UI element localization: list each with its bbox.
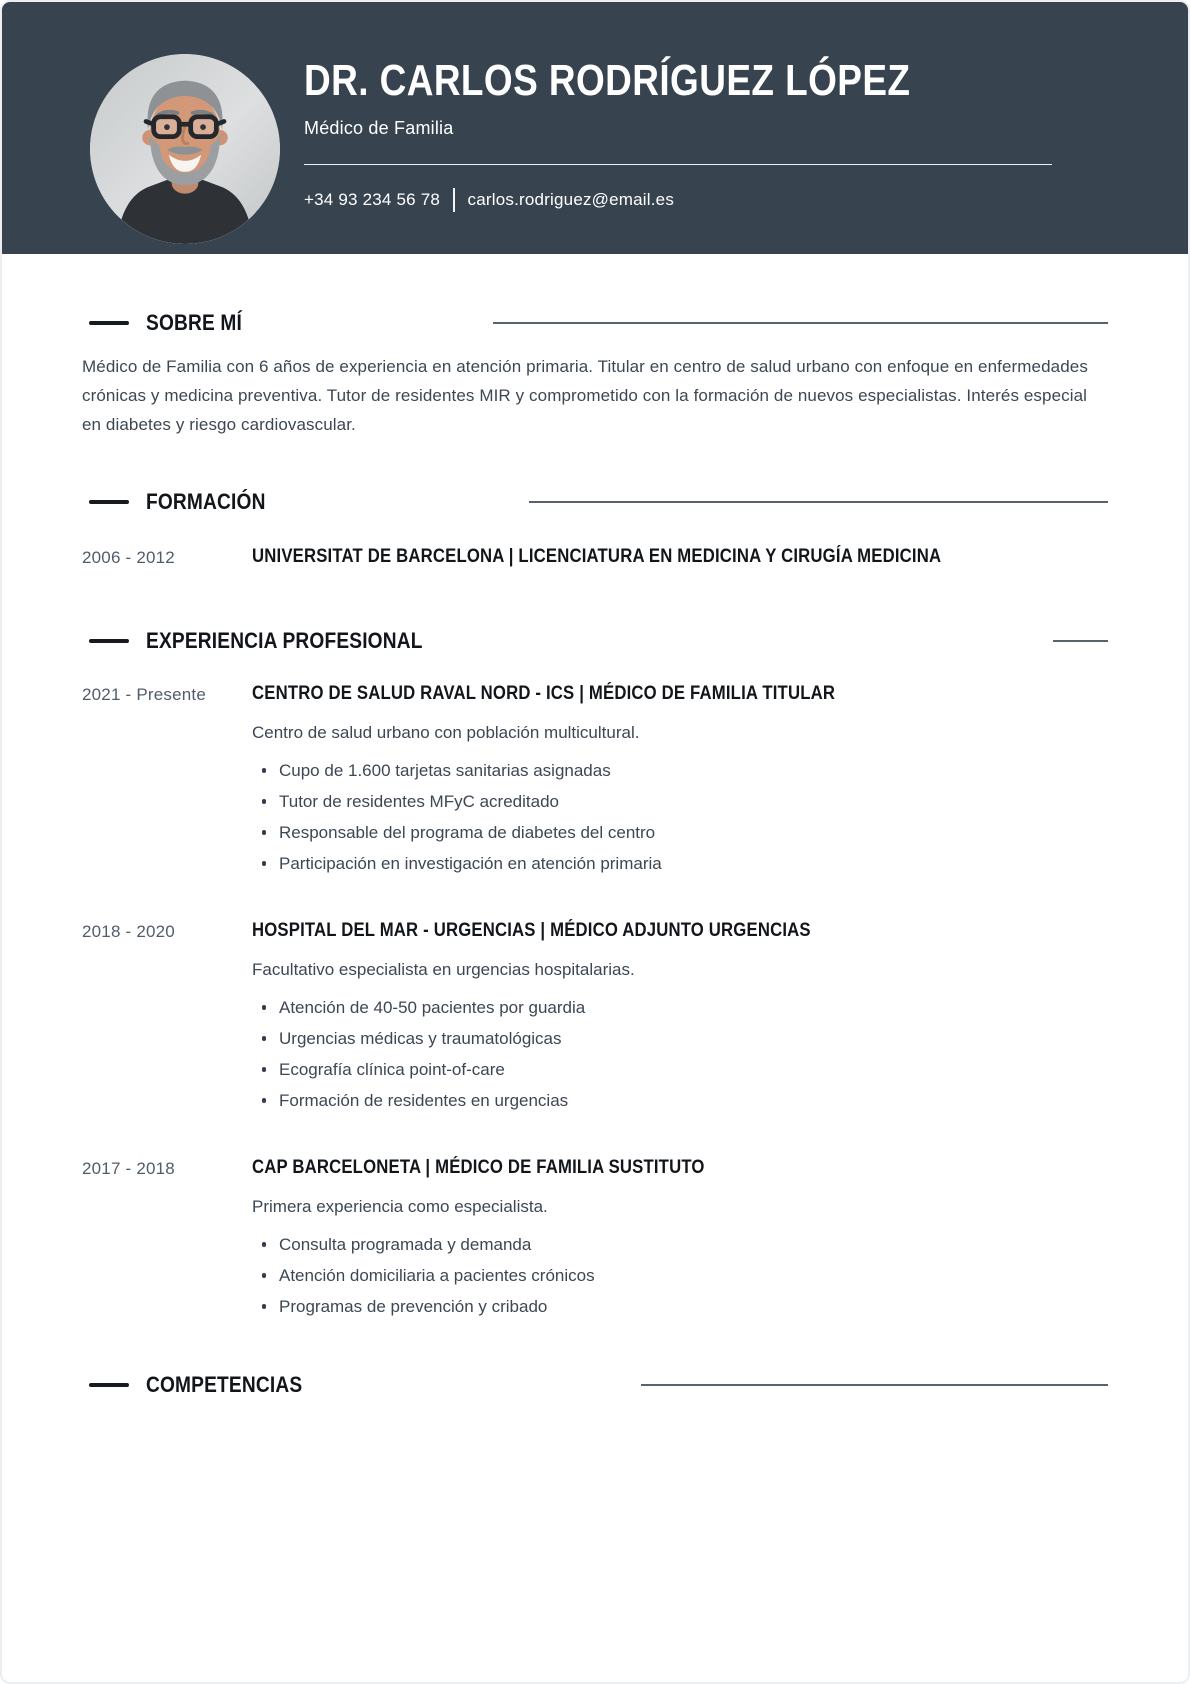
bullet-item: Urgencias médicas y traumatológicas [252, 1027, 1108, 1050]
experience-body [252, 1156, 1108, 1326]
experience-dates: 2018 - 2020 [82, 922, 175, 941]
section-skills-title: COMPETENCIAS [146, 1372, 303, 1397]
experience-bullet-list [252, 1233, 1108, 1318]
section-dash [89, 639, 129, 643]
bullet-item: Cupo de 1.600 tarjetas sanitarias asignadas [252, 759, 1108, 782]
section-skills-header [82, 1372, 1108, 1398]
section-about-title: SOBRE MÍ [146, 310, 243, 335]
profile-photo-illustration [90, 54, 280, 244]
person-job-title: Médico de Familia [304, 118, 454, 138]
section-rule [1053, 640, 1108, 642]
section-rule [529, 501, 1108, 503]
experience-title: CAP BARCELONETA | MÉDICO DE FAMILIA SUSTITUTO [252, 1157, 705, 1178]
education-dates: 2006 - 2012 [82, 548, 175, 567]
bullet-item: Consulta programada y demanda [252, 1233, 1108, 1256]
contact-row [304, 188, 1112, 212]
section-about-header [82, 310, 1108, 336]
bullet-item: Formación de residentes en urgencias [252, 1089, 1108, 1112]
experience-title: HOSPITAL DEL MAR - URGENCIAS | MÉDICO ADJUNTO URGENCIAS [252, 920, 811, 941]
education-title: UNIVERSITAT DE BARCELONA | LICENCIATURA EN MEDICINA Y CIRUGÍA MEDICINA [252, 546, 942, 567]
education-entry [82, 545, 1108, 568]
experience-bullet-list [252, 759, 1108, 875]
experience-bullet-list [252, 996, 1108, 1112]
experience-description: Centro de salud urbano con población multicultural. [252, 723, 640, 742]
bullet-item: Atención de 40-50 pacientes por guardia [252, 996, 1108, 1019]
bullet-item: Atención domiciliaria a pacientes crónicos [252, 1264, 1108, 1287]
header-text-block [304, 56, 1112, 212]
header-divider [304, 164, 1052, 165]
experience-entry [82, 919, 1108, 1120]
contact-separator [453, 188, 455, 212]
section-rule [641, 1384, 1108, 1386]
bullet-item: Ecografía clínica point-of-care [252, 1058, 1108, 1081]
experience-dates: 2021 - Presente [82, 685, 206, 704]
section-experience-title: EXPERIENCIA PROFESIONAL [146, 628, 423, 653]
section-about [82, 310, 1108, 439]
person-name: DR. CARLOS RODRÍGUEZ LÓPEZ [304, 56, 911, 105]
section-dash [89, 321, 129, 325]
section-skills [82, 1372, 1108, 1398]
email-address: carlos.rodriguez@email.es [467, 190, 675, 209]
experience-entry [82, 682, 1108, 883]
section-education-title: FORMACIÓN [146, 489, 266, 514]
experience-title: CENTRO DE SALUD RAVAL NORD - ICS | MÉDICO DE FAMILIA TITULAR [252, 683, 836, 704]
header-band [2, 2, 1188, 254]
experience-description: Primera experiencia como especialista. [252, 1197, 548, 1216]
resume-content [2, 310, 1188, 1398]
section-education-header [82, 489, 1108, 515]
about-paragraph: Médico de Familia con 6 años de experiencia en atención primaria. Titular en centro de salud urbano con enfoque en enfermedades crónicas y medicina preventiva. Tutor de residentes MIR y comprometido con la formación de nuevos especialistas. Interés especial en diabetes y riesgo cardiovascular. [82, 357, 1088, 434]
experience-entry [82, 1156, 1108, 1326]
bullet-item: Participación en investigación en atención primaria [252, 852, 1108, 875]
section-experience [82, 628, 1108, 1326]
section-dash [89, 500, 129, 504]
bullet-item: Tutor de residentes MFyC acreditado [252, 790, 1108, 813]
section-rule [493, 322, 1108, 324]
bullet-item: Programas de prevención y cribado [252, 1295, 1108, 1318]
bullet-item: Responsable del programa de diabetes del centro [252, 821, 1108, 844]
section-experience-header [82, 628, 1108, 654]
experience-dates: 2017 - 2018 [82, 1159, 175, 1178]
experience-description: Facultativo especialista en urgencias hospitalarias. [252, 960, 635, 979]
section-education [82, 489, 1108, 568]
phone-number: +34 93 234 56 78 [304, 190, 441, 209]
experience-body [252, 919, 1108, 1120]
experience-body [252, 682, 1108, 883]
education-body [252, 545, 1108, 568]
section-dash [89, 1383, 129, 1387]
profile-photo [90, 54, 280, 244]
